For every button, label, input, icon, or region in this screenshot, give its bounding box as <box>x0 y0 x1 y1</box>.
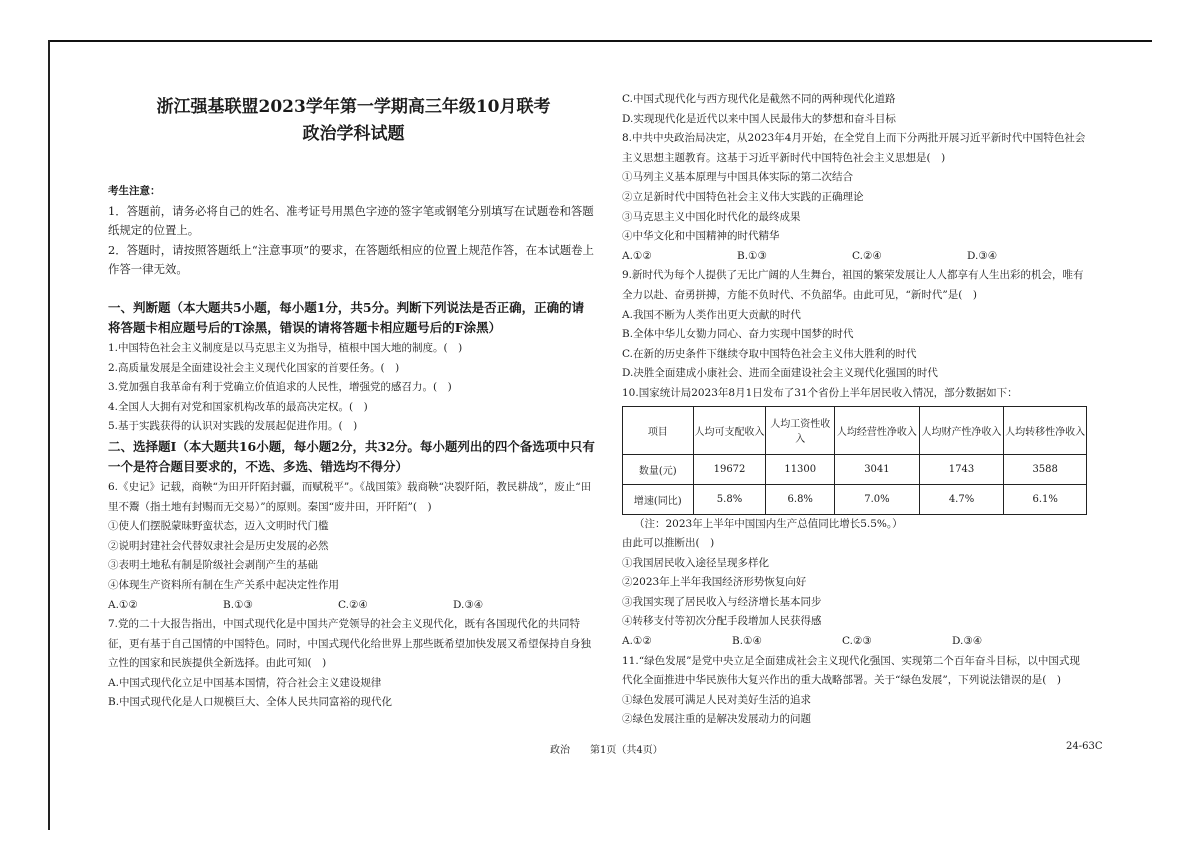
question-6-statement: ②说明封建社会代替奴隶社会是历史发展的必然 <box>108 539 329 552</box>
option-b: B.①③ <box>223 598 253 611</box>
question-9-option-a: A.我国不断为人类作出更大贡献的时代 <box>622 308 801 321</box>
question-8-statement: ①马列主义基本原理与中国具体实际的第二次结合 <box>622 171 853 184</box>
notice-item: 2．答题时，请按照答题纸上“注意事项”的要求，在答题纸相应的位置上规范作答，在本试题卷上作答一律无效。 <box>108 242 594 277</box>
table-header-row <box>623 406 1087 454</box>
table-note: （注：2023年上半年中国国内生产总值同比增长5.5%。） <box>634 517 903 530</box>
question-11-stem: 11.“绿色发展”是党中央立足全面建成社会主义现代化强国、实现第二个百年奋斗目标，以中国式现代化全面推进中华民族伟大复兴作出的重大战略部署。关于“绿色发展”，下列说法错误的是( ) <box>622 654 1080 687</box>
paper-code: 24-63C <box>1066 741 1103 752</box>
question-9-option-d: D.决胜全面建成小康社会、进而全面建设社会主义现代化强国的时代 <box>622 367 938 380</box>
option-a: A.①② <box>622 249 652 262</box>
option-c: C.②④ <box>338 598 368 611</box>
question-7-option-d: D.实现现代化是近代以来中国人民最伟大的梦想和奋斗目标 <box>622 112 896 125</box>
question-7-stem: 7.党的二十大报告指出，中国式现代化是中国共产党领导的社会主义现代化，既有各国现代化的共同特征，更有基于自己国情的中国特色。同时，中国式现代化给世界上那些既希望加快发展又希望保持自身独立性的国家和民族提供全新选择。由此可知( ) <box>108 618 591 670</box>
option-c: C.②④ <box>852 249 882 262</box>
option-d: D.③④ <box>952 635 983 648</box>
judge-item: 1.中国特色社会主义制度是以马克思主义为指导，植根中国大地的制度。( ) <box>108 341 463 354</box>
question-8-options <box>622 247 1087 267</box>
right-column <box>622 90 1087 730</box>
question-9-stem: 9.新时代为每个人提供了无比广阔的人生舞台，祖国的繁荣发展让人人都享有人生出彩的机会，唯有全力以赴、奋勇拼搏，方能不负时代、不负韶华。由此可见，“新时代”是( ) <box>622 269 1084 301</box>
table-cell: 1743 <box>919 454 1004 484</box>
option-c: C.②③ <box>842 635 872 648</box>
question-10-stem: 10.国家统计局2023年8月1日发布了31个省份上半年居民收入情况，部分数据如下： <box>622 386 1018 399</box>
judge-item: 4.全国人大拥有对党和国家机构改革的最高决定权。( ) <box>108 400 368 413</box>
question-11-statement: ①绿色发展可满足人民对美好生活的追求 <box>622 693 811 706</box>
question-6-stem: 6.《史记》记载，商鞅“为田开阡陌封疆，而赋税平”。《战国策》载商鞅“决裂阡陌，教民耕战”，废止“田里不鬻（指土地有封赐而无交易）”的原则。秦国“废井田，开阡陌”( ) <box>108 480 592 513</box>
option-b: B.①④ <box>732 635 762 648</box>
page-top-border <box>48 40 1152 42</box>
section1-heading: 一、判断题（本大题共5小题，每小题1分，共5分。判断下列说法是否正确，正确的请将答题卡相应题号后的T涂黑，错误的请将答题卡相应题号后的F涂黑） <box>108 299 585 336</box>
page-number: 政治 第1页（共4页） <box>550 745 663 756</box>
question-10-statement: ④转移支付等初次分配手段增加人民获得感 <box>622 615 822 628</box>
table-header-cell: 人均可支配收入 <box>693 406 766 454</box>
table-cell: 6.1% <box>1004 484 1087 514</box>
table-header-cell: 项目 <box>623 406 694 454</box>
question-6-statement: ③表明土地私有制是阶级社会剥削产生的基础 <box>108 559 318 572</box>
table-row <box>623 484 1087 514</box>
option-a: A.①② <box>108 598 138 611</box>
question-11-statement: ②绿色发展注重的是解决发展动力的问题 <box>622 713 811 726</box>
option-d: D.③④ <box>967 249 998 262</box>
table-cell: 6.8% <box>766 484 835 514</box>
judge-item: 2.高质量发展是全面建设社会主义现代化国家的首要任务。( ) <box>108 361 400 374</box>
question-10-options <box>622 632 1087 652</box>
option-a: A.①② <box>622 635 652 648</box>
question-10-statement: ①我国居民收入途径呈现多样化 <box>622 556 769 569</box>
question-8-stem: 8.中共中央政治局决定，从2023年4月开始，在全党自上而下分两批开展习近平新时代中国特色社会主义思想主题教育。这基于习近平新时代中国特色社会主义思想是( ) <box>622 132 1086 164</box>
question-6-statement: ④体现生产资料所有制在生产关系中起决定性作用 <box>108 578 339 591</box>
table-cell: 4.7% <box>919 484 1004 514</box>
table-cell: 19672 <box>693 454 766 484</box>
table-cell: 11300 <box>766 454 835 484</box>
question-10-lead: 由此可以推断出( ) <box>622 537 715 550</box>
table-header-cell: 人均转移性净收入 <box>1004 406 1087 454</box>
question-6-statement: ①使人们摆脱蒙昧野蛮状态，迈入文明时代门槛 <box>108 520 329 533</box>
question-8-statement: ④中华文化和中国精神的时代精华 <box>622 230 780 243</box>
table-header-cell: 人均经营性净收入 <box>835 406 920 454</box>
table-cell: 5.8% <box>693 484 766 514</box>
question-7-option-a: A.中国式现代化立足中国基本国情，符合社会主义建设规律 <box>108 676 382 689</box>
table-cell: 数量(元) <box>623 454 694 484</box>
table-header-cell: 人均财产性净收入 <box>919 406 1004 454</box>
table-row <box>623 454 1087 484</box>
question-8-statement: ②立足新时代中国特色社会主义伟大实践的正确理论 <box>622 190 864 203</box>
table-header-cell: 人均工资性收入 <box>766 406 835 454</box>
section2-heading: 二、选择题Ⅰ（本大题共16小题，每小题2分，共32分。每小题列出的四个备选项中只有一个是符合题目要求的，不选、多选、错选均不得分） <box>108 438 595 475</box>
question-8-statement: ③马克思主义中国化时代化的最终成果 <box>622 210 801 223</box>
judge-item: 3.党加强自我革命有利于党确立价值追求的人民性，增强党的感召力。( ) <box>108 381 452 394</box>
question-7-option-c: C.中国式现代化与西方现代化是截然不同的两种现代化道路 <box>622 93 896 105</box>
table-cell: 增速(同比) <box>623 484 694 514</box>
table-cell: 7.0% <box>835 484 920 514</box>
question-10-statement: ②2023年上半年我国经济形势恢复向好 <box>622 576 807 589</box>
notice-heading: 考生注意： <box>108 185 161 197</box>
question-6-options <box>108 596 596 616</box>
left-column <box>108 90 596 713</box>
question-9-option-c: C.在新的历史条件下继续夺取中国特色社会主义伟大胜利的时代 <box>622 347 917 360</box>
exam-title: 浙江强基联盟2023学年第一学期高三年级10月联考 <box>156 97 551 117</box>
table-cell: 3588 <box>1004 454 1087 484</box>
question-10-statement: ③我国实现了居民收入与经济增长基本同步 <box>622 595 822 608</box>
exam-subtitle: 政治学科试题 <box>302 124 405 144</box>
option-d: D.③④ <box>453 598 484 611</box>
option-b: B.①③ <box>737 249 767 262</box>
notice-item: 1．答题前，请务必将自己的姓名、准考证号用黑色字迹的签字笔或钢笔分别填写在试题卷和答题纸规定的位置上。 <box>108 203 594 238</box>
question-9-option-b: B.全体中华儿女勠力同心、奋力实现中国梦的时代 <box>622 328 854 341</box>
question-7-option-b: B.中国式现代化是人口规模巨大、全体人民共同富裕的现代化 <box>108 696 393 709</box>
page-left-border <box>48 40 50 830</box>
table-cell: 3041 <box>835 454 920 484</box>
income-table <box>622 406 1087 515</box>
judge-item: 5.基于实践获得的认识对实践的发展起促进作用。( ) <box>108 420 358 433</box>
